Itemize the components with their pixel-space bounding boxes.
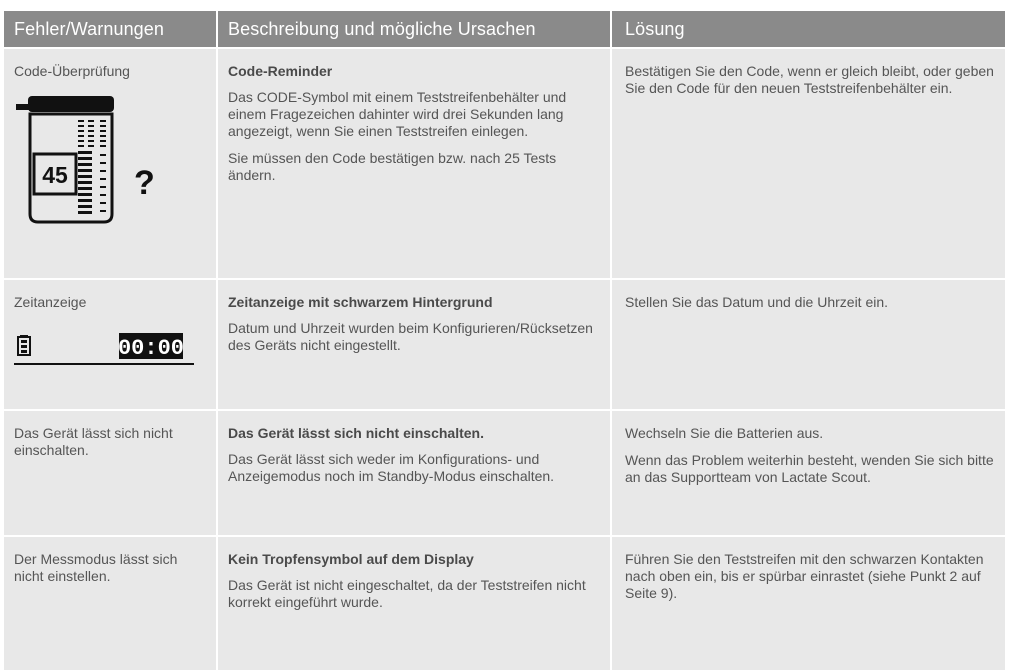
solution-text: Wechseln Sie die Batterien aus. <box>625 425 824 441</box>
error-cell <box>4 537 216 670</box>
table-row <box>4 411 1005 537</box>
battery-time-display-icon <box>14 325 199 375</box>
description-title: Kein Tropfensymbol auf dem Display <box>228 551 474 567</box>
solution-cell <box>610 411 1005 535</box>
description-text: Datum und Uhrzeit wurden beim Konfigurieren/Rücksetzen des Geräts nicht eingestellt. <box>228 320 593 353</box>
description-title: Das Gerät lässt sich nicht einschalten. <box>228 425 484 441</box>
question-mark-text: ? <box>134 164 155 202</box>
description-text: Das Gerät lässt sich weder im Konfigurations- und Anzeigemodus noch im Standby-Modus einschalten. <box>228 451 555 484</box>
solution-cell <box>610 49 1005 278</box>
troubleshooting-table <box>4 11 1005 672</box>
header-description: Beschreibung und mögliche Ursachen <box>216 11 610 47</box>
description-title: Code-Reminder <box>228 63 333 79</box>
error-cell <box>4 411 216 535</box>
solution-text: Führen Sie den Teststreifen mit den schwarzen Kontakten nach oben ein, bis er spürbar einrastet (siehe Punkt 2 auf Seite 9). <box>625 551 984 601</box>
description-text: Das Gerät ist nicht eingeschaltet, da der Teststreifen nicht korrekt eingeführt wurde. <box>228 577 586 610</box>
error-label: Das Gerät lässt sich nicht einschalten. <box>14 425 173 458</box>
table-header <box>4 11 1005 49</box>
error-cell <box>4 280 216 409</box>
description-cell <box>216 49 610 278</box>
table-row <box>4 537 1005 672</box>
solution-text: Wenn das Problem weiterhin besteht, wenden Sie sich bitte an das Supportteam von Lactate Scout. <box>625 452 994 485</box>
solution-text: Bestätigen Sie den Code, wenn er gleich bleibt, oder geben Sie den Code für den neuen Teststreifenbehälter ein. <box>625 63 994 96</box>
container-code-text: 45 <box>42 162 68 188</box>
error-cell <box>4 49 216 278</box>
description-text: Das CODE-Symbol mit einem Teststreifenbehälter und einem Fragezeichen dahinter wird drei Sekunden lang angezeigt, wenn Sie einen Teststreifen einlegen. <box>228 89 567 139</box>
teststrip-container-question-icon <box>16 96 166 226</box>
header-errors: Fehler/Warnungen <box>14 19 165 39</box>
description-title: Zeitanzeige mit schwarzem Hintergrund <box>228 294 493 310</box>
description-text: Sie müssen den Code bestätigen bzw. nach 25 Tests ändern. <box>228 150 557 183</box>
solution-text: Stellen Sie das Datum und die Uhrzeit ein. <box>625 294 889 310</box>
description-cell <box>216 537 610 670</box>
header-solution: Lösung <box>610 11 1005 47</box>
error-label: Zeitanzeige <box>14 294 87 310</box>
description-cell <box>216 280 610 409</box>
solution-cell <box>610 280 1005 409</box>
error-label: Code-Überprüfung <box>14 63 130 79</box>
table-row <box>4 49 1005 280</box>
description-cell <box>216 411 610 535</box>
time-display-text: 00:00 <box>117 336 185 361</box>
table-row <box>4 280 1005 411</box>
solution-cell <box>610 537 1005 670</box>
error-label: Der Messmodus lässt sich nicht einstellen. <box>14 551 178 584</box>
